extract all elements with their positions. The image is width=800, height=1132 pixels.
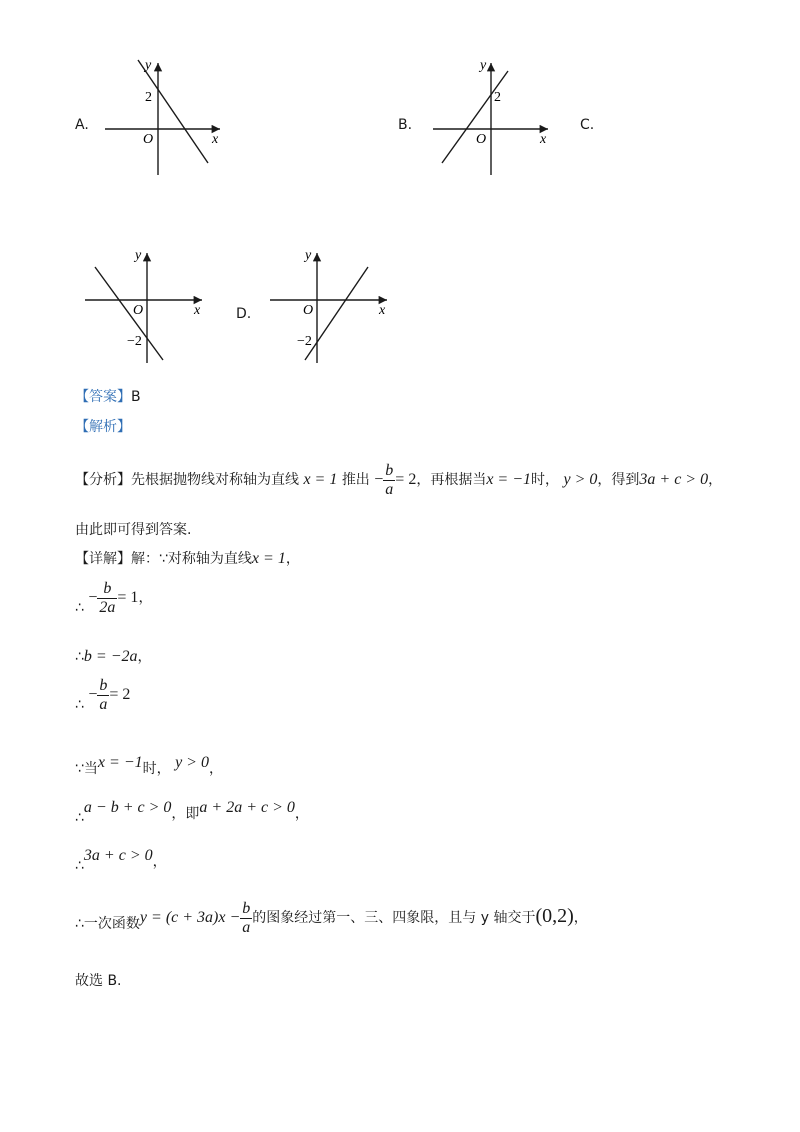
step-5-mid: ，即 bbox=[171, 806, 200, 822]
fenxi-math-1: x = 1 bbox=[303, 471, 338, 489]
intercept-label: 2 bbox=[494, 90, 501, 105]
fraction-numerator: b bbox=[99, 677, 108, 694]
step-2 bbox=[75, 646, 152, 666]
fenxi-text-1: 先根据抛物线对称轴为直线 bbox=[131, 472, 299, 489]
graph-line bbox=[305, 267, 368, 360]
fenxi-math-5: 3a + c > 0 bbox=[639, 471, 709, 489]
step-1-tail: ， bbox=[138, 590, 153, 607]
step-3-pre: − bbox=[88, 686, 98, 704]
fraction-numerator: b bbox=[385, 462, 394, 479]
therefore-symbol: ∴ bbox=[75, 600, 84, 617]
step-2-expr: b = −2a bbox=[83, 648, 138, 665]
step-6 bbox=[75, 845, 167, 874]
step-2-tail: ， bbox=[137, 649, 152, 665]
option-d-graph bbox=[265, 245, 395, 370]
fraction-denominator: 2a bbox=[99, 598, 116, 616]
fenxi-fraction bbox=[383, 462, 395, 498]
step-3-post: = 2 bbox=[109, 686, 131, 704]
fenxi-math-3: x = −1 bbox=[486, 471, 532, 489]
answer-tag: 【答案】 bbox=[75, 389, 131, 405]
step-1 bbox=[75, 580, 152, 616]
analysis-tag: 【解析】 bbox=[75, 419, 131, 435]
step-4-mid: 时， bbox=[142, 761, 171, 777]
option-d-label: D. bbox=[236, 306, 252, 322]
option-c-label: C. bbox=[580, 117, 595, 133]
step-6-math: 3a + c > 0 bbox=[83, 847, 153, 864]
x-label: x bbox=[212, 132, 219, 147]
x-label: x bbox=[540, 132, 547, 147]
y-label: y bbox=[135, 248, 142, 263]
therefore-text: ∴一次函数 bbox=[75, 916, 140, 933]
fenxi-math-4: y > 0 bbox=[563, 471, 598, 489]
fenxi-text-6: ， bbox=[708, 472, 723, 489]
step-5-math-1: a − b + c > 0 bbox=[83, 799, 172, 816]
therefore-symbol: ∴ bbox=[75, 810, 84, 826]
step-8: 故选 B. bbox=[75, 973, 122, 989]
step-4-math-1: x = −1 bbox=[97, 754, 143, 771]
detail-math: x = 1 bbox=[251, 550, 286, 567]
step-3 bbox=[75, 677, 130, 713]
y-label: y bbox=[145, 58, 152, 73]
fenxi-text-2: 推出 bbox=[341, 472, 370, 489]
y-label: y bbox=[480, 58, 487, 73]
option-a-graph bbox=[100, 55, 230, 180]
step-7-math-1: y = (c + 3a)x − bbox=[139, 909, 241, 927]
step-5 bbox=[75, 797, 309, 826]
fraction-denominator: a bbox=[99, 695, 108, 713]
fraction-numerator: b bbox=[103, 580, 112, 597]
fenxi-line bbox=[75, 462, 722, 498]
fenxi-line-2: 由此即可得到答案. bbox=[75, 522, 192, 538]
fraction-numerator: b bbox=[242, 900, 251, 917]
intercept-label: −2 bbox=[297, 334, 312, 349]
step-1-fraction bbox=[97, 580, 117, 616]
fenxi-text-4: 时， bbox=[531, 472, 560, 489]
x-label: x bbox=[194, 303, 201, 318]
detail-tail: ， bbox=[285, 551, 300, 567]
fenxi-text-5: ，得到 bbox=[597, 472, 640, 489]
option-b-label: B. bbox=[398, 117, 413, 133]
detail-tag: 【详解】 bbox=[75, 551, 131, 567]
origin-label: O bbox=[133, 303, 144, 318]
step-1-post: = 1 bbox=[117, 589, 139, 607]
step-5-tail: ， bbox=[294, 806, 309, 822]
fenxi-math-2-pre: − bbox=[374, 471, 384, 489]
answer-value: B bbox=[131, 389, 141, 405]
detail-text: 解：∵对称轴为直线 bbox=[131, 551, 252, 567]
graph-line bbox=[442, 71, 508, 163]
origin-label: O bbox=[476, 132, 487, 147]
fenxi-math-2-post: = 2 bbox=[395, 471, 417, 489]
origin-label: O bbox=[303, 303, 314, 318]
fenxi-text-3: ，再根据当 bbox=[416, 472, 487, 489]
fraction-denominator: a bbox=[242, 918, 251, 936]
option-c-graph bbox=[80, 245, 210, 370]
step-6-tail: ， bbox=[152, 854, 167, 870]
because-text: ∵当 bbox=[75, 761, 98, 777]
intercept-label: −2 bbox=[127, 334, 142, 349]
step-7-mid: 的图象经过第一、三、四象限，且与 y 轴交于 bbox=[252, 910, 536, 927]
step-7 bbox=[75, 900, 588, 936]
option-b-graph bbox=[428, 55, 558, 180]
step-3-fraction bbox=[97, 677, 109, 713]
x-label: x bbox=[379, 303, 386, 318]
step-1-pre: − bbox=[88, 589, 98, 607]
graph-line bbox=[138, 60, 208, 163]
step-5-math-2: a + 2a + c > 0 bbox=[199, 799, 295, 816]
fenxi-tag: 【分析】 bbox=[75, 472, 131, 489]
therefore-symbol: ∴ bbox=[75, 649, 84, 665]
step-7-fraction bbox=[240, 900, 252, 936]
step-4-math-2: y > 0 bbox=[175, 754, 209, 771]
answer-line bbox=[75, 386, 141, 406]
option-a-label: A. bbox=[75, 117, 89, 133]
detail-line bbox=[75, 548, 300, 568]
step-7-tail: ， bbox=[573, 910, 588, 927]
therefore-symbol: ∴ bbox=[75, 697, 84, 714]
fraction-denominator: a bbox=[385, 480, 394, 498]
step-7-math-2: (0,2) bbox=[535, 905, 574, 928]
origin-label: O bbox=[143, 132, 154, 147]
intercept-label: 2 bbox=[145, 90, 152, 105]
step-4-tail: ， bbox=[208, 761, 223, 777]
therefore-symbol: ∴ bbox=[75, 858, 84, 874]
y-label: y bbox=[305, 248, 312, 263]
step-4 bbox=[75, 752, 223, 777]
